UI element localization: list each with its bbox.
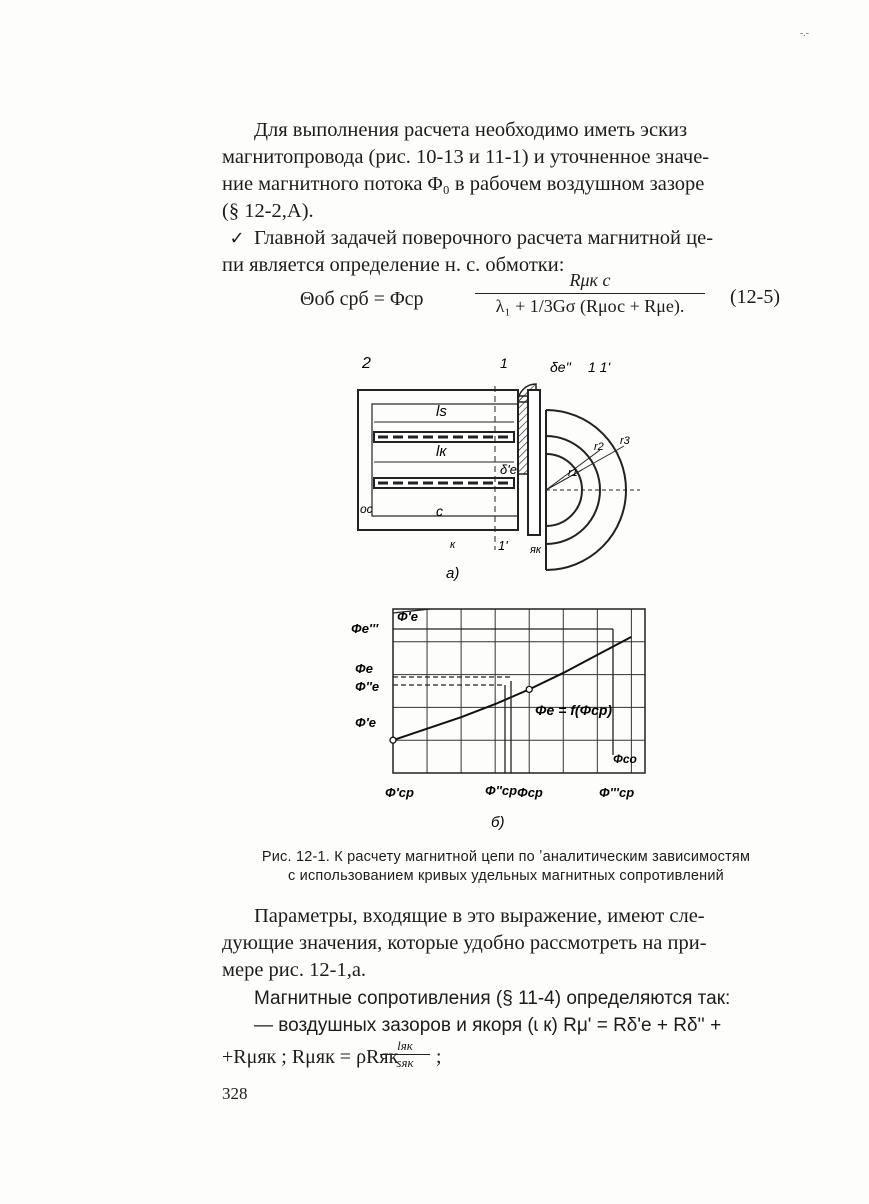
text-line-content: Главной задачей поверочного расчета магнитной це- (254, 227, 714, 249)
text-line: — воздушных зазоров и якоря (ɩ к) Rμ' = Rδ'e + Rδ'' + (254, 1015, 722, 1036)
text-line: Магнитные сопротивления (§ 11-4) определяются так: (254, 988, 731, 1009)
phi-co-label: Φсо (613, 752, 637, 766)
text-line: ние магнитного потока Φ₀ в рабочем воздушном зазоре (222, 173, 705, 195)
chart-frame (393, 609, 645, 773)
text-line: (§ 12-2,А). (222, 200, 314, 222)
check-mark-icon: ✓ (229, 228, 245, 249)
text-line: мере рис. 12-1,а. (222, 959, 367, 981)
formula2-fraction (380, 1038, 430, 1071)
page-number: 328 (222, 1084, 248, 1103)
label-two: 2 (362, 355, 371, 372)
series-line (393, 637, 631, 740)
formula-numerator: Rμк с (475, 270, 705, 294)
label-k: к (450, 539, 456, 551)
armature-bar (528, 390, 540, 535)
figure-caption (226, 848, 786, 886)
formula-lhs: Θоб срб = Φср (300, 288, 424, 310)
x-label-2: Φср (517, 785, 543, 800)
formula2-part1: +Rμяк ; Rμяк = ρRяк (222, 1046, 399, 1068)
paragraph-2 (222, 903, 782, 984)
label-oc: ос (360, 502, 373, 516)
label-one-one: 1 1' (588, 359, 611, 375)
series-point (526, 686, 532, 692)
text-line: Параметры, входящие в это выражение, имеют сле- (254, 905, 705, 927)
formula-denominator-text: λ₁ + 1/3Gσ (Rμос + Rμе) (495, 296, 680, 316)
y-label-0: Φe''' (351, 621, 379, 636)
figure-b-label: б) (491, 814, 505, 831)
text-line: дующие значения, которые удобно рассмотреть на при- (222, 932, 707, 954)
paragraph-1 (222, 117, 782, 279)
y-label-2: Φe (355, 661, 373, 676)
formula-fraction (475, 270, 705, 317)
label-r2: r2 (594, 441, 604, 453)
label-delta-e-top: δe'' (550, 359, 571, 375)
figure-a-core-drawing (350, 350, 680, 590)
figure-a-label: а) (446, 565, 460, 582)
chart-grid (393, 609, 645, 773)
label-one-bottom: 1' (498, 538, 508, 553)
formula-dot: . (679, 296, 685, 316)
caption-line: с использованием кривых удельных магнитных сопротивлений (288, 868, 724, 884)
armature-outer-arc (546, 410, 626, 570)
x-label-1: Φ''ср (485, 783, 518, 798)
chart-guides (393, 609, 613, 773)
paragraph-3 (222, 985, 782, 1039)
label-one-top: 1 (500, 355, 508, 371)
text-line: Для выполнения расчета необходимо иметь эскиз (254, 119, 688, 141)
label-yak: як (530, 544, 542, 556)
formula-resistance (222, 1038, 782, 1078)
corner-mark: -.- (799, 28, 809, 39)
curve-label: Φe = f(Φср) (535, 702, 613, 718)
formula-12-5 (300, 270, 780, 330)
formula-denominator (475, 294, 705, 317)
formula2-numerator: lяк (380, 1038, 430, 1055)
label-ls: ls (436, 403, 447, 420)
label-c: c (436, 503, 443, 519)
text-line (222, 225, 782, 252)
label-delta-e-mid: δ'e (500, 462, 517, 477)
y-label-1: Φ'e (397, 609, 419, 624)
x-label-0: Φ'ср (385, 785, 414, 800)
formula2-tail: ; (436, 1046, 442, 1068)
label-r3: r3 (620, 435, 630, 447)
core-inner-frame (372, 404, 518, 516)
caption-line: Рис. 12-1. К расчету магнитной цепи по ʼаналитическим зависимостям (261, 849, 751, 865)
label-r1: r1 (568, 467, 578, 479)
pole-piece (518, 396, 528, 474)
equation-number: (12-5) (730, 286, 780, 308)
y-label-4: Φ'e (355, 715, 377, 730)
figure-b-chart (345, 595, 665, 835)
text-line: пи является определение н. с. обмотки: (222, 254, 565, 276)
series-point (390, 737, 396, 743)
formula2-denominator: sяк (396, 1055, 414, 1070)
label-lk: lк (436, 443, 447, 460)
text-line: магнитопровода (рис. 10-13 и 11-1) и уточненное значе- (222, 146, 710, 168)
y-label-3: Φ''e (355, 679, 380, 694)
x-label-3: Φ'''ср (599, 785, 635, 800)
